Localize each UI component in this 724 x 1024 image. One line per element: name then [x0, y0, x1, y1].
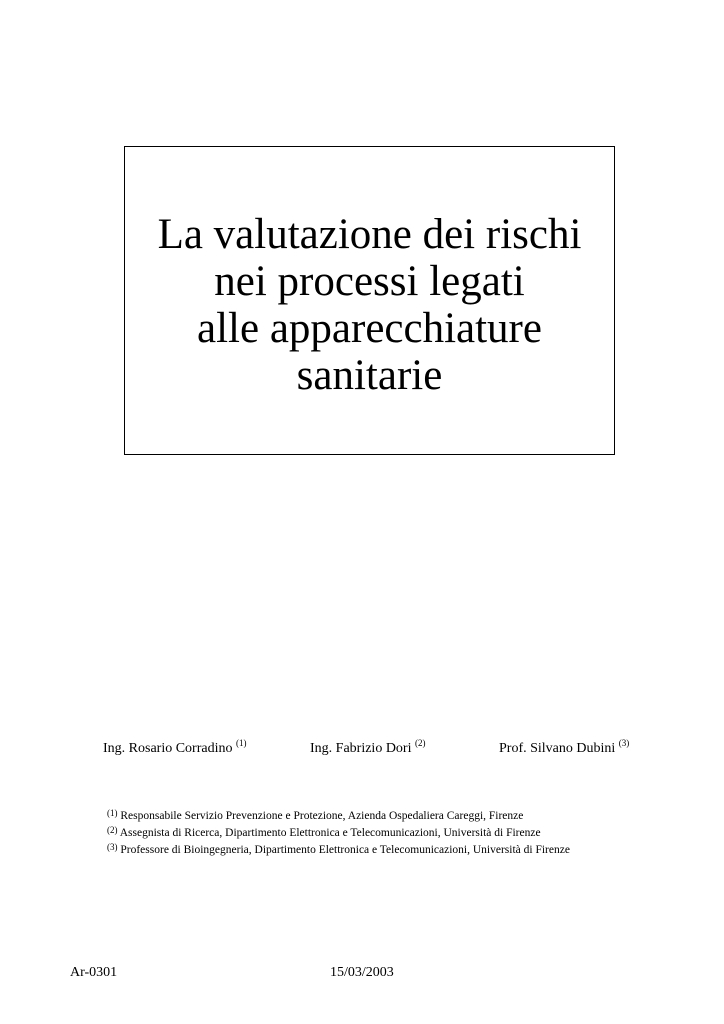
affiliation-text: Professore di Bioingegneria, Dipartimento Elettronica e Telecomunicazioni, Università di Firenze: [120, 844, 570, 856]
title-line: nei processi legati: [214, 257, 525, 305]
affiliation-ref: (3): [107, 842, 118, 852]
document-code: Ar-0301: [70, 965, 118, 980]
author-name: Ing. Rosario Corradino: [103, 741, 233, 756]
author-name: Prof. Silvano Dubini: [499, 741, 616, 756]
title-line: La valutazione dei rischi: [157, 210, 582, 258]
author-corradino: [103, 738, 247, 757]
author-name: Ing. Fabrizio Dori: [310, 741, 412, 756]
author-dubini: [499, 738, 630, 757]
document-date: 15/03/2003: [330, 965, 394, 980]
affiliation-ref: (1): [107, 808, 118, 818]
title-line: sanitarie: [296, 351, 443, 399]
affiliation-item: [107, 825, 570, 842]
affiliations: [107, 808, 570, 859]
affiliation-ref: (2): [107, 825, 118, 835]
author-ref: (2): [414, 738, 426, 748]
title-line: alle apparecchiature: [197, 304, 542, 352]
author-ref: (1): [235, 738, 247, 748]
affiliation-text: Responsabile Servizio Prevenzione e Protezione, Azienda Ospedaliera Careggi, Firenze: [120, 810, 524, 822]
author-ref: (3): [618, 738, 630, 748]
title-box: [124, 146, 615, 455]
affiliation-text: Assegnista di Ricerca, Dipartimento Elettronica e Telecomunicazioni, Università di Firenze: [119, 827, 541, 839]
affiliation-item: [107, 842, 570, 859]
document-title: [158, 203, 582, 399]
author-dori: [310, 738, 426, 757]
affiliation-item: [107, 808, 570, 825]
